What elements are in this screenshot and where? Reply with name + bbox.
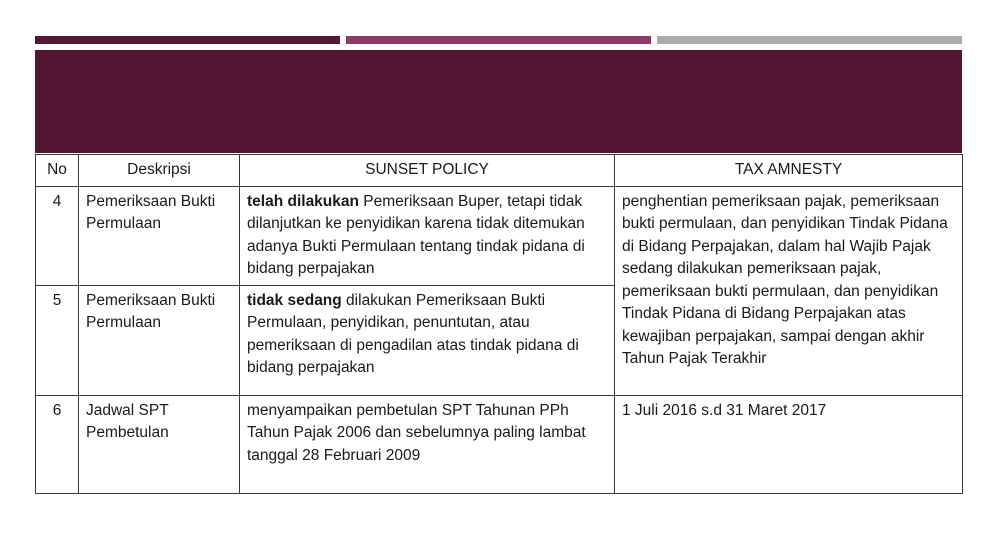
table-row — [36, 186, 963, 285]
accent-bar-right — [657, 36, 962, 44]
row-sunset-policy — [240, 186, 615, 285]
comparison-table — [35, 154, 963, 494]
row-deskripsi: Pemeriksaan Bukti Permulaan — [79, 285, 240, 395]
row-sunset-policy — [240, 285, 615, 395]
sunset-text: Pemeriksaan Buper, tetapi tidak dilanjutkan ke penyidikan karena tidak ditemukan adanya Bukti Permulaan tentang tindak pidana di bidang perpajakan — [247, 192, 585, 277]
table-header-row — [36, 155, 963, 187]
sunset-bold-text: telah dilakukan — [247, 192, 359, 210]
header-no: No — [36, 155, 79, 187]
sunset-text: dilakukan Pemeriksaan Bukti Permulaan, penyidikan, penuntutan, atau pemeriksaan di pengadilan atas tindak pidana di bidang perpajakan — [247, 291, 579, 376]
row-tax-amnesty: 1 Juli 2016 s.d 31 Maret 2017 — [615, 395, 963, 493]
tax-amnesty-merged-cell: penghentian pemeriksaan pajak, pemeriksaan bukti permulaan, dan penyidikan Tindak Pidana di Bidang Perpajakan, dalam hal Wajib Pajak sedang dilakukan pemeriksaan pajak, pemeriksaan bukti permulaan, dan penyidikan Tindak Pidana di Bidang Perpajakan atas kewajiban perpajakan, sampai dengan akhir Tahun Pajak Terakhir — [615, 186, 963, 395]
table-row — [36, 395, 963, 493]
row-number: 6 — [36, 395, 79, 493]
accent-bar-middle — [346, 36, 651, 44]
row-deskripsi: Jadwal SPT Pembetulan — [79, 395, 240, 493]
sunset-bold-text: tidak sedang — [247, 291, 342, 309]
row-number: 4 — [36, 186, 79, 285]
header-tax-amnesty: TAX AMNESTY — [615, 155, 963, 187]
header-deskripsi: Deskripsi — [79, 155, 240, 187]
title-band — [35, 50, 962, 153]
row-deskripsi: Pemeriksaan Bukti Permulaan — [79, 186, 240, 285]
row-sunset-policy: menyampaikan pembetulan SPT Tahunan PPh Tahun Pajak 2006 dan sebelumnya paling lambat tanggal 28 Februari 2009 — [240, 395, 615, 493]
accent-bar-left — [35, 36, 340, 44]
row-number: 5 — [36, 285, 79, 395]
header-sunset-policy: SUNSET POLICY — [240, 155, 615, 187]
